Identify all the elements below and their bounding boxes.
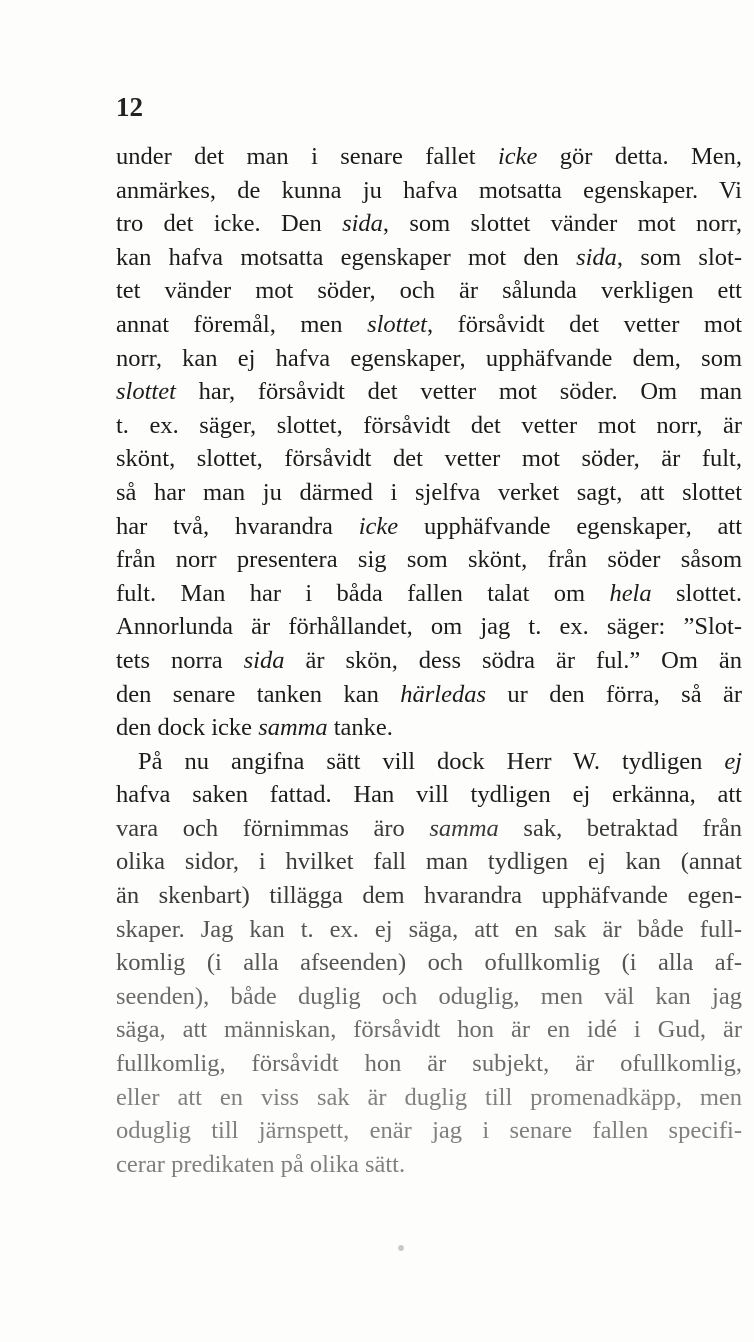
emphasis: icke — [358, 512, 399, 540]
text-line: har två, hvarandra icke upphäfvande egenskaper, att — [116, 512, 742, 540]
text-line: t. ex. säger, slottet, försåvidt det vetter mot norr, är — [116, 411, 742, 439]
text-line: olika sidor, i hvilket fall man tydligen ej kan (annat — [116, 848, 742, 876]
body-text — [116, 140, 742, 1181]
text-line: kan hafva motsatta egenskaper mot den sida, som slot- — [116, 243, 742, 271]
text-line: hafva saken fattad. Han vill tydligen ej erkänna, att — [116, 781, 742, 809]
emphasis: samma — [258, 714, 328, 742]
text-line: vara och förnimmas äro samma sak, betraktad från — [116, 814, 742, 842]
text-line: tet vänder mot söder, och är sålunda verkligen ett — [116, 277, 742, 305]
text-line: än skenbart) tillägga dem hvarandra upphäfvande egen- — [116, 882, 742, 910]
text-line: skaper. Jag kan t. ex. ej säga, att en sak är både full- — [116, 915, 742, 943]
emphasis: sida — [342, 210, 383, 238]
emphasis: härledas — [400, 680, 487, 708]
text-line: På nu angifna sätt vill dock Herr W. tydligen ej — [138, 747, 742, 775]
text-line: den dock icke samma tanke. — [116, 714, 393, 742]
text-line: säga, att människan, försåvidt hon är en idé i Gud, är — [116, 1016, 742, 1044]
text-line: så har man ju därmed i sjelfva verket sagt, att slottet — [116, 478, 742, 506]
text-line: från norr presentera sig som skönt, från söder såsom — [116, 546, 742, 574]
paper-speck — [398, 1245, 404, 1251]
emphasis: sida — [243, 646, 285, 674]
text-line: annat föremål, men slottet, försåvidt det vetter mot — [116, 310, 742, 338]
text-line: seenden), både duglig och oduglig, men väl kan jag — [116, 982, 742, 1010]
emphasis: hela — [609, 579, 652, 607]
text-line: fullkomlig, försåvidt hon är subjekt, är ofullkomlig, — [116, 1050, 742, 1078]
text-line: eller att en viss sak är duglig till promenadkäpp, men — [116, 1083, 742, 1111]
emphasis: slottet — [367, 310, 427, 338]
text-line: slottet har, försåvidt det vetter mot söder. Om man — [116, 378, 742, 406]
text-line: anmärkes, de kunna ju hafva motsatta egenskaper. Vi — [116, 176, 742, 204]
text-line: under det man i senare fallet icke gör detta. Men, — [116, 143, 742, 170]
text-line: norr, kan ej hafva egenskaper, upphäfvande dem, som — [116, 344, 742, 372]
text-line: den senare tanken kan härledas ur den förra, så är — [116, 680, 742, 708]
text-line: Annorlunda är förhållandet, om jag t. ex. säger: ”Slot- — [116, 613, 742, 641]
text-line: fult. Man har i båda fallen talat om hela slottet. — [116, 579, 742, 607]
text-line: cerar predikaten på olika sätt. — [116, 1150, 406, 1178]
emphasis: sida — [576, 243, 617, 271]
text-line: tets norra sida är skön, dess södra är ful.” Om än — [116, 646, 742, 674]
text-line: oduglig till järnspett, enär jag i senare fallen specifi- — [116, 1117, 742, 1145]
text-line: tro det icke. Den sida, som slottet vänder mot norr, — [116, 210, 742, 238]
emphasis: icke — [497, 143, 538, 170]
text-line: komlig (i alla afseenden) och ofullkomlig (i alla af- — [116, 949, 742, 977]
text-line: skönt, slottet, försåvidt det vetter mot söder, är fult, — [116, 445, 742, 473]
emphasis: ej — [724, 747, 742, 775]
emphasis: slottet — [116, 378, 176, 406]
page-number: 12 — [116, 92, 143, 122]
emphasis: samma — [429, 814, 499, 842]
